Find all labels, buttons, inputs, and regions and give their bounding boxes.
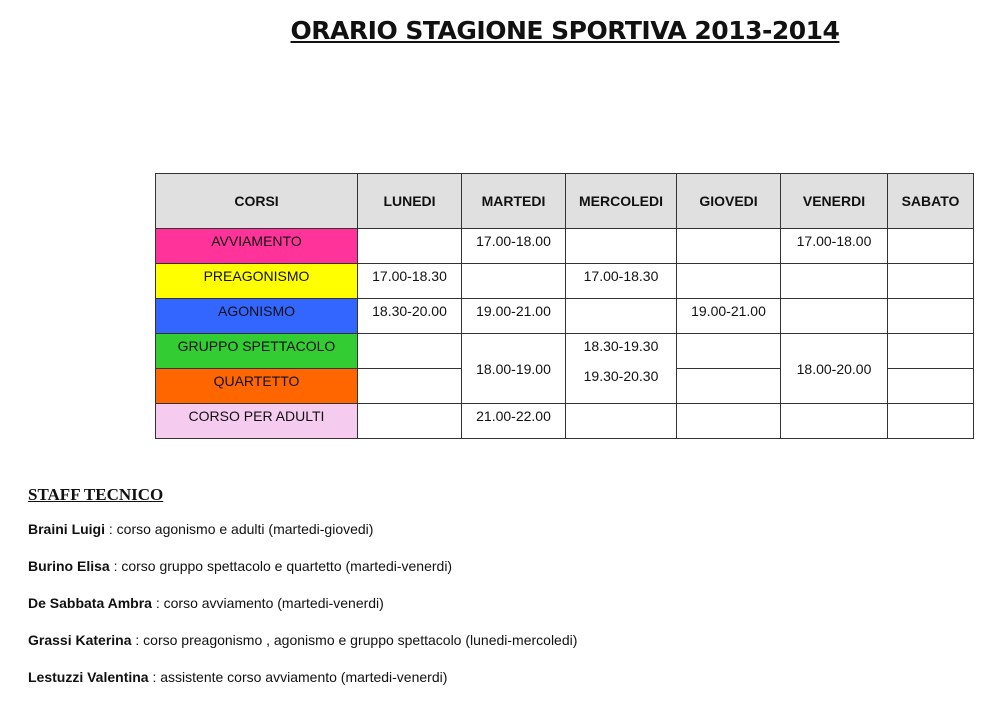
course-quartetto: QUARTETTO: [156, 369, 358, 404]
staff-name: De Sabbata Ambra: [28, 595, 152, 611]
cell-sabato: [888, 334, 974, 369]
cell-venerdi: [781, 404, 888, 439]
staff-member: [28, 521, 928, 538]
header-row: [156, 174, 974, 229]
cell-lunedi: [358, 369, 462, 404]
course-adulti: CORSO PER ADULTI: [156, 404, 358, 439]
cell-sabato: [888, 404, 974, 439]
table-row: [156, 334, 974, 369]
staff-role: : assistente corso avviamento (martedi-venerdi): [148, 669, 448, 685]
cell-giovedi: [677, 229, 781, 264]
header-martedi: MARTEDI: [462, 174, 566, 229]
cell-martedi: 17.00-18.00: [462, 229, 566, 264]
cell-lunedi: [358, 229, 462, 264]
staff-heading: STAFF TECNICO: [28, 485, 164, 504]
staff-member: [28, 558, 928, 575]
cell-giovedi: [677, 369, 781, 404]
header-giovedi: GIOVEDI: [677, 174, 781, 229]
header-venerdi: VENERDI: [781, 174, 888, 229]
cell-martedi: [462, 264, 566, 299]
course-gruppo-spettacolo: GRUPPO SPETTACOLO: [156, 334, 358, 369]
cell-mercoledi: 17.00-18.30: [566, 264, 677, 299]
cell-lunedi: 18.30-20.00: [358, 299, 462, 334]
staff-name: Burino Elisa: [28, 558, 110, 574]
cell-sabato: [888, 299, 974, 334]
staff-name: Grassi Katerina: [28, 632, 132, 648]
cell-venerdi: 17.00-18.00: [781, 229, 888, 264]
cell-mercoledi: [566, 299, 677, 334]
header-mercoledi: MERCOLEDI: [566, 174, 677, 229]
mercoledi-spettacolo-time: 18.30-19.30: [583, 338, 659, 354]
cell-giovedi: [677, 404, 781, 439]
header-corsi: CORSI: [156, 174, 358, 229]
cell-mercoledi: [566, 404, 677, 439]
cell-sabato: [888, 369, 974, 404]
cell-venerdi-merged: 18.00-20.00: [781, 334, 888, 404]
table-row: [156, 299, 974, 334]
staff-role: : corso agonismo e adulti (martedi-giovedi): [105, 521, 374, 537]
staff-name: Braini Luigi: [28, 521, 105, 537]
staff-role: : corso gruppo spettacolo e quartetto (martedi-venerdi): [109, 558, 453, 574]
cell-martedi: 21.00-22.00: [462, 404, 566, 439]
table-row: [156, 229, 974, 264]
cell-venerdi: [781, 264, 888, 299]
staff-member: [28, 632, 928, 649]
table-row: [156, 264, 974, 299]
table-row: [156, 404, 974, 439]
staff-member: [28, 595, 928, 612]
mercoledi-quartetto-time: 19.30-20.30: [583, 368, 659, 384]
cell-sabato: [888, 264, 974, 299]
course-avviamento: AVVIAMENTO: [156, 229, 358, 264]
cell-giovedi: [677, 264, 781, 299]
cell-giovedi: 19.00-21.00: [677, 299, 781, 334]
staff-section: [28, 485, 928, 706]
staff-role: : corso avviamento (martedi-venerdi): [151, 595, 384, 611]
course-preagonismo: PREAGONISMO: [156, 264, 358, 299]
schedule-table: [155, 173, 974, 439]
cell-sabato: [888, 229, 974, 264]
course-agonismo: AGONISMO: [156, 299, 358, 334]
cell-lunedi: 17.00-18.30: [358, 264, 462, 299]
header-lunedi: LUNEDI: [358, 174, 462, 229]
header-sabato: SABATO: [888, 174, 974, 229]
cell-venerdi: [781, 299, 888, 334]
cell-giovedi: [677, 334, 781, 369]
cell-martedi: 19.00-21.00: [462, 299, 566, 334]
cell-mercoledi: [566, 229, 677, 264]
staff-name: Lestuzzi Valentina: [28, 669, 149, 685]
cell-mercoledi-merged: [566, 334, 677, 404]
staff-role: : corso preagonismo , agonismo e gruppo spettacolo (lunedi-mercoledi): [131, 632, 578, 648]
cell-martedi-merged: 18.00-19.00: [462, 334, 566, 404]
page-title: ORARIO STAGIONE SPORTIVA 2013-2014: [290, 16, 840, 45]
cell-lunedi: [358, 404, 462, 439]
staff-member: [28, 669, 928, 686]
cell-lunedi: [358, 334, 462, 369]
